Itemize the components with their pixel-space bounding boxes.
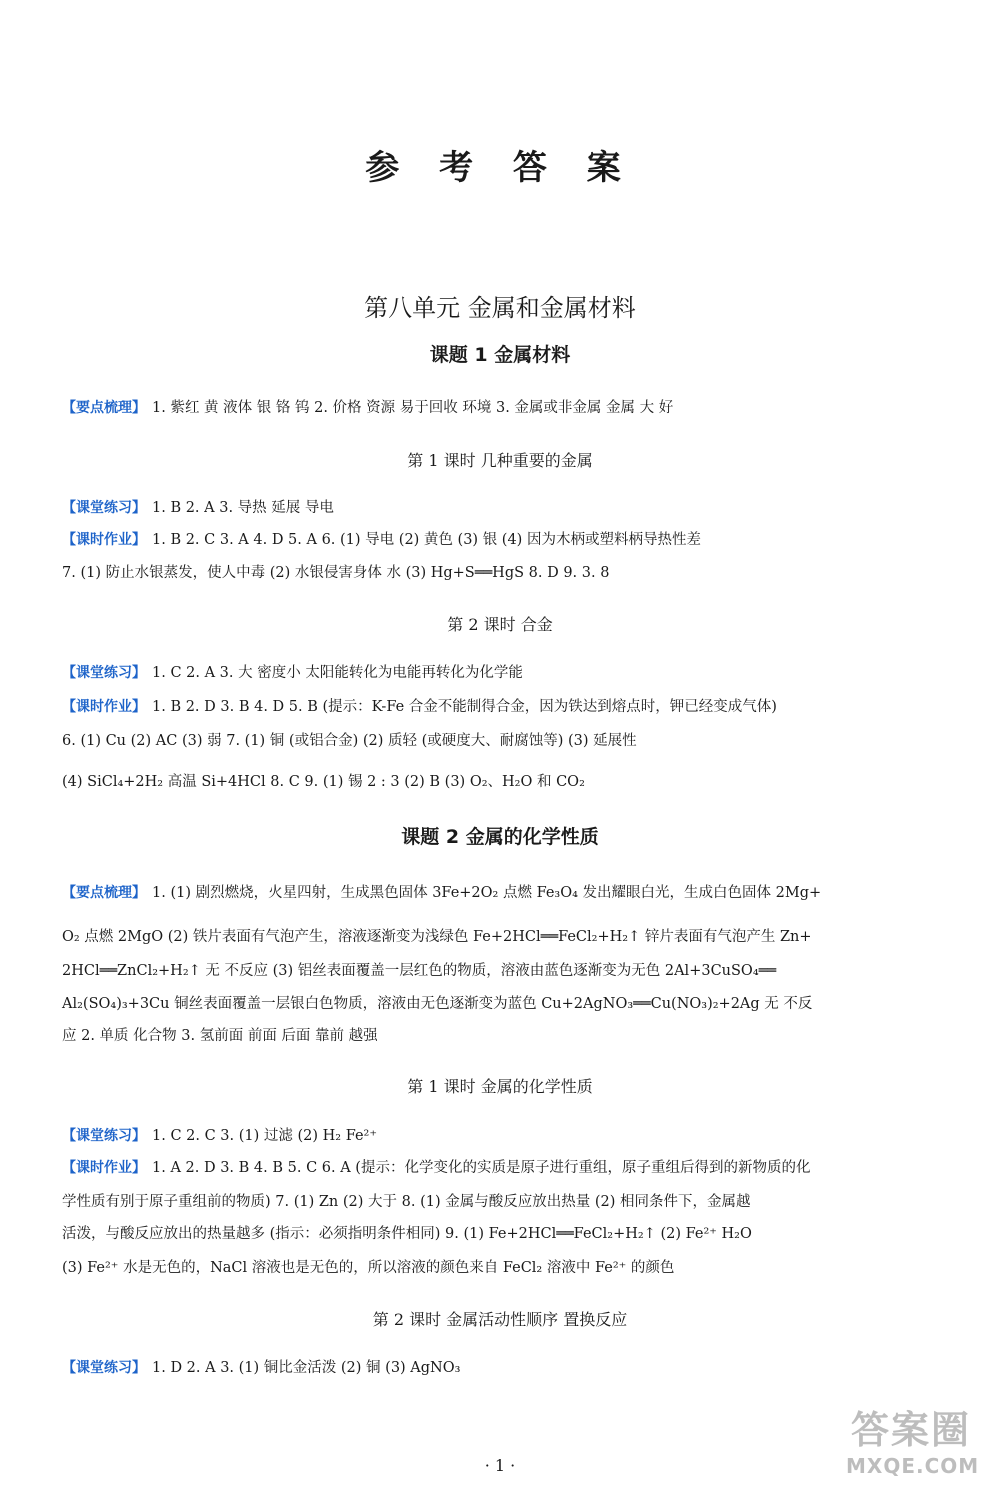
lesson-heading: 第 1 课时 几种重要的金属 xyxy=(407,451,593,470)
section-tag: 【课时作业】 xyxy=(62,532,146,548)
lesson-heading: 第 2 课时 金属活动性顺序 置换反应 xyxy=(372,1310,628,1329)
section-tag: 【课堂练习】 xyxy=(62,500,146,516)
answer-line: 7. (1) 防止水银蒸发，使人中毒 (2) 水银侵害身体 水 (3) Hg+S══HgS 8. D 9. 3. 8 xyxy=(62,565,610,581)
watermark-url: MXQE.COM xyxy=(846,1454,980,1478)
section-tag: 【课堂练习】 xyxy=(62,665,146,681)
answer-line: 学性质有别于原子重组前的物质) 7. (1) Zn (2) 大于 8. (1) 金属与酸反应放出热量 (2) 相同条件下，金属越 xyxy=(62,1194,751,1210)
watermark-text: 答案圈 xyxy=(850,1408,971,1452)
page-number: · 1 · xyxy=(484,1456,516,1475)
answer-text: 1. B 2. D 3. B 4. D 5. B (提示：K-Fe 合金不能制得合金，因为铁达到熔点时，钾已经变成气体) xyxy=(152,699,777,715)
homework xyxy=(62,697,942,717)
class-practice xyxy=(62,498,942,518)
answer-text: 1. (1) 剧烈燃烧，火星四射，生成黑色固体 3Fe+2O₂ 点燃 Fe₃O₄ 发出耀眼白光，生成白色固体 2Mg+ xyxy=(152,885,822,901)
answer-line: O₂ 点燃 2MgO (2) 铁片表面有气泡产生，溶液逐渐变为浅绿色 Fe+2HCl══FeCl₂+H₂↑ 锌片表面有气泡产生 Zn+ xyxy=(62,929,812,945)
answer-line: (4) SiCl₄+2H₂ 高温 Si+4HCl 8. C 9. (1) 锡 2 : 3 (2) B (3) O₂、H₂O 和 CO₂ xyxy=(62,774,585,790)
topic-heading-1: 课题 1 金属材料 xyxy=(429,344,571,366)
key-points-2 xyxy=(62,883,942,903)
page-title: 参 考 答 案 xyxy=(365,148,635,188)
answer-line: 活泼，与酸反应放出的热量越多 (指示：必须指明条件相同) 9. (1) Fe+2HCl══FeCl₂+H₂↑ (2) Fe²⁺ H₂O xyxy=(62,1226,752,1242)
section-tag: 【课时作业】 xyxy=(62,1160,146,1176)
class-practice xyxy=(62,1126,942,1146)
lesson-heading: 第 1 课时 金属的化学性质 xyxy=(407,1077,593,1096)
answer-text: 1. C 2. A 3. 大 密度小 太阳能转化为电能再转化为化学能 xyxy=(152,665,523,681)
lesson-heading: 第 2 课时 合金 xyxy=(447,615,553,634)
answer-text: 1. D 2. A 3. (1) 铜比金活泼 (2) 铜 (3) AgNO₃ xyxy=(152,1360,461,1376)
answer-line: 应 2. 单质 化合物 3. 氢前面 前面 后面 靠前 越强 xyxy=(62,1028,378,1044)
answer-text: 1. 紫红 黄 液体 银 铬 钨 2. 价格 资源 易于回收 环境 3. 金属或非金属 金属 大 好 xyxy=(152,400,674,416)
homework xyxy=(62,1158,942,1178)
homework xyxy=(62,530,942,550)
topic-heading-2: 课题 2 金属的化学性质 xyxy=(401,826,599,848)
section-tag: 【要点梳理】 xyxy=(62,885,146,901)
watermark-logo xyxy=(846,1406,980,1492)
answer-text: 1. C 2. C 3. (1) 过滤 (2) H₂ Fe²⁺ xyxy=(152,1128,378,1144)
answer-line: 6. (1) Cu (2) AC (3) 弱 7. (1) 铜 (或铝合金) (2) 质轻 (或硬度大、耐腐蚀等) (3) 延展性 xyxy=(62,733,637,749)
section-tag: 【课堂练习】 xyxy=(62,1128,146,1144)
answer-text: 1. A 2. D 3. B 4. B 5. C 6. A (提示：化学变化的实质是原子进行重组，原子重组后得到的新物质的化 xyxy=(152,1160,811,1176)
answer-line: (3) Fe²⁺ 水是无色的，NaCl 溶液也是无色的，所以溶液的颜色来自 FeCl₂ 溶液中 Fe²⁺ 的颜色 xyxy=(62,1260,675,1276)
section-tag: 【课堂练习】 xyxy=(62,1360,146,1376)
answer-line: Al₂(SO₄)₃+3Cu 铜丝表面覆盖一层银白色物质，溶液由无色逐渐变为蓝色 Cu+2AgNO₃══Cu(NO₃)₂+2Ag 无 不反 xyxy=(62,996,813,1012)
answer-text: 1. B 2. C 3. A 4. D 5. A 6. (1) 导电 (2) 黄色 (3) 银 (4) 因为木柄或塑料柄导热性差 xyxy=(152,532,701,548)
key-points-1 xyxy=(62,398,942,418)
answer-line: 2HCl══ZnCl₂+H₂↑ 无 不反应 (3) 铝丝表面覆盖一层红色的物质，溶液由蓝色逐渐变为无色 2Al+3CuSO₄══ xyxy=(62,963,777,979)
class-practice xyxy=(62,663,942,683)
class-practice xyxy=(62,1358,942,1378)
answer-text: 1. B 2. A 3. 导热 延展 导电 xyxy=(152,500,334,516)
section-tag: 【课时作业】 xyxy=(62,699,146,715)
section-tag: 【要点梳理】 xyxy=(62,400,146,416)
unit-heading: 第八单元 金属和金属材料 xyxy=(364,294,636,322)
